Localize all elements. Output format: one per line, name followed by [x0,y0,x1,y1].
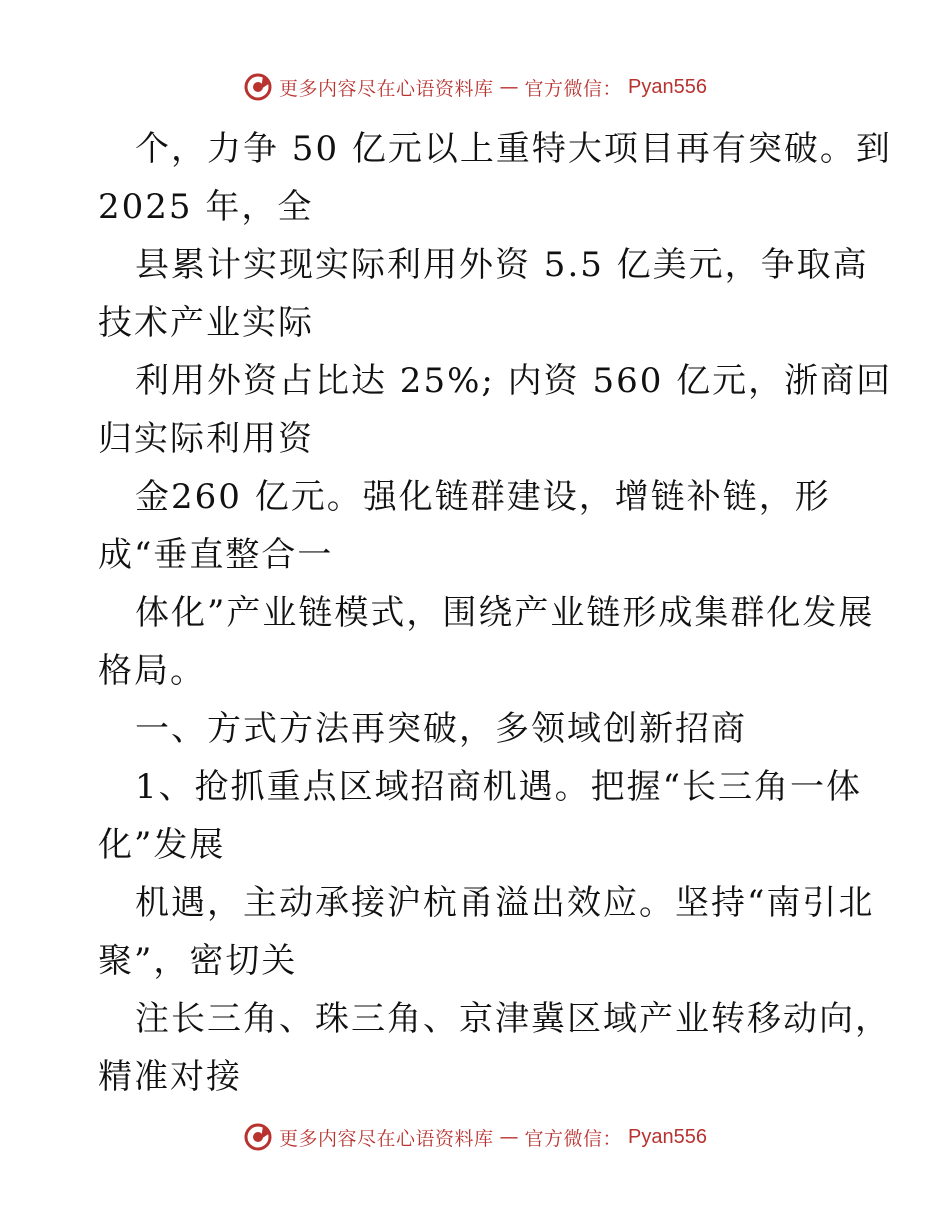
text-line: 利用外资占比达 25%; 内资 560 亿元，浙商回 [135,361,893,401]
watermark-dash: — [499,1126,519,1148]
document-body [98,120,893,1106]
watermark-id: Pyan556 [628,75,707,98]
text-line: 精准对接 [98,1057,242,1097]
watermark-site: 更多内容尽在心语资料库 [279,77,494,100]
section-heading: 一、方式方法再突破，多领域创新招商 [135,709,747,749]
watermark-id: Pyan556 [628,1125,707,1148]
watermark-label: 官方微信： [524,77,623,100]
text-line: 机遇，主动承接沪杭甬溢出效应。坚持“南引北 [135,883,875,923]
text-line: 成“垂直整合一 [98,535,334,575]
text-line: 聚”，密切关 [98,941,298,981]
watermark-label: 官方微信： [524,1127,623,1150]
text-line: 注长三角、珠三角、京津冀区域产业转移动向， [135,999,891,1039]
text-line: 技术产业实际 [98,303,314,343]
text-line: 县累计实现实际利用外资 5.5 亿美元，争取高 [135,245,869,285]
watermark-site: 更多内容尽在心语资料库 [279,1127,494,1150]
text-line: 金260 亿元。强化链群建设，增链补链，形 [135,477,831,517]
text-line: 体化”产业链模式，围绕产业链形成集群化发展 [135,593,875,633]
brand-logo-icon [243,1122,273,1152]
text-line: 2025 年，全 [98,187,314,227]
text-line: 个，力争 50 亿元以上重特大项目再有突破。到 [135,129,892,169]
brand-logo-icon [243,72,273,102]
text-line: 1、抢抓重点区域招商机遇。把握“长三角一体 [135,767,863,807]
footer-watermark [0,1122,950,1152]
text-line: 化”发展 [98,825,226,865]
text-line: 格局。 [98,651,206,691]
watermark-dash: — [499,76,519,98]
text-line: 归实际利用资 [98,419,314,459]
header-watermark [0,72,950,102]
